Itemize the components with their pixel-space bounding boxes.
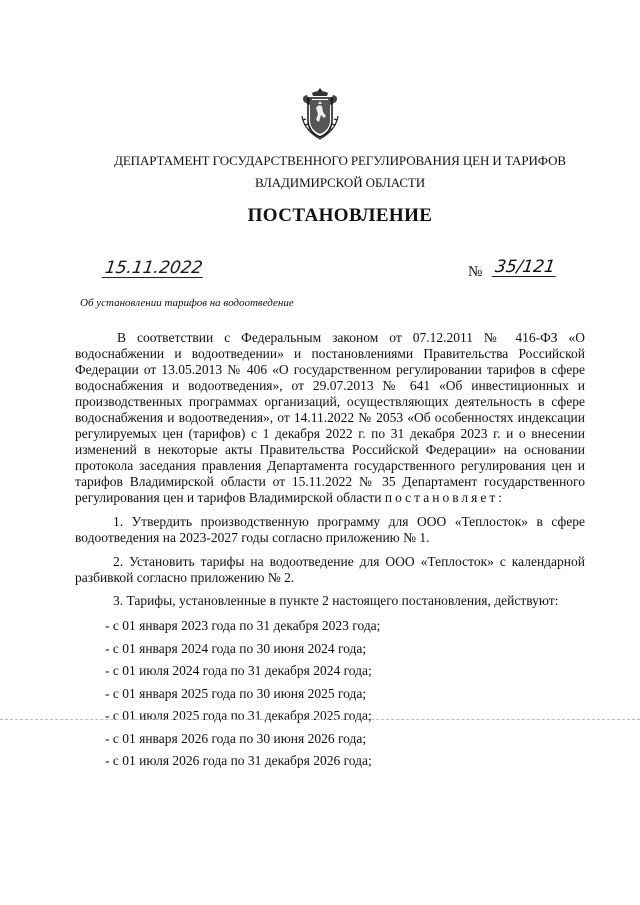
period-item: - с 01 июля 2026 года по 31 декабря 2026 года; <box>105 753 372 768</box>
period-item: - с 01 июля 2025 года по 31 декабря 2025 года; <box>105 708 372 723</box>
department-region: ВЛАДИМИРСКОЙ ОБЛАСТИ <box>254 175 426 190</box>
period-item: - с 01 января 2024 года по 30 июня 2024 года; <box>105 640 367 656</box>
preamble-text: В соответствии с Федеральным законом от 07.12.2011 № 416-ФЗ «О водоснабжении и водоотведении» и постановлениями Правительства Российской Федерации от 13.05.2013 № 406 «О государственном регулировании тарифов в сфере водоснабжения и водоотведения», от 29.07.2013 № 641 «Об инвестиционных и производственных программах организаций, осуществляющих деятельность в сфере водоснабжения и водоотведения», от 14.11.2022 № 2053 «Об особенностях индексации регулируемых цен (тарифов) с 1 декабря 2022 г. по 31 декабря 2023 г. и о внесении изменений в некоторые акты Правительства Российской Федерации» на основании протокола заседания правления Департамента государственного регулирования цен и тарифов Владимирской области от 15.11.2022 № 35 Департамент государственного регулирования цен и тарифов Владимирской области <box>75 330 585 505</box>
period-item: - с 01 июля 2024 года по 31 декабря 2024 года; <box>105 663 372 678</box>
preamble-paragraph <box>75 330 585 506</box>
clause-1: 1. Утвердить производственную программу для ООО «Теплосток» в сфере водоотведения на 2023-2027 годы согласно приложению № 1. <box>75 514 585 545</box>
coat-of-arms-icon <box>298 86 342 140</box>
clause-2: 2. Установить тарифы на водоотведение для ООО «Теплосток» с календарной разбивкой согласно приложению № 2. <box>75 554 585 585</box>
department-name: ДЕПАРТАМЕНТ ГОСУДАРСТВЕННОГО РЕГУЛИРОВАНИЯ ЦЕН И ТАРИФОВ <box>114 153 566 168</box>
period-list <box>75 615 585 773</box>
period-item: - с 01 января 2023 года по 31 декабря 2023 года; <box>105 618 381 633</box>
period-item: - с 01 января 2025 года по 30 июня 2025 года; <box>105 685 367 701</box>
document-body <box>75 330 585 773</box>
resolves-word: постановляет: <box>384 490 505 505</box>
clause-3: 3. Тарифы, установленные в пункте 2 настоящего постановления, действуют: <box>113 593 559 608</box>
document-number: 35/121 <box>492 258 559 277</box>
number-label: № <box>468 264 483 280</box>
scan-fold-line <box>0 719 640 720</box>
document-title: ПОСТАНОВЛЕНИЕ <box>247 205 433 226</box>
period-item: - с 01 января 2026 года по 30 июня 2026 года; <box>105 730 367 746</box>
document-date: 15.11.2022 <box>103 258 204 278</box>
document-subject: Об установлении тарифов на водоотведение <box>80 297 294 309</box>
